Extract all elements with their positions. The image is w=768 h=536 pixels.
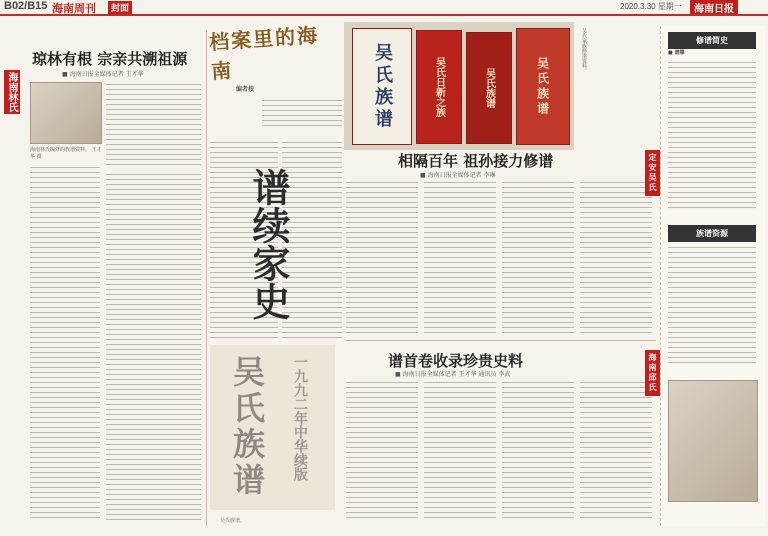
sidebar-box1-heading: ■ 谱牒 <box>668 50 685 56</box>
heritage-byline: ■ 海南日报全媒体记者 王才华 通讯员 李武 <box>395 371 511 378</box>
heritage-text-col2 <box>424 380 496 520</box>
lin-text-col2 <box>30 165 100 520</box>
century-text-col1 <box>346 180 418 335</box>
banner-art-title: 档案里的海南 <box>208 22 320 84</box>
special-tag: 封面 <box>108 1 132 14</box>
side-tag-dingan: 定安吴氏 <box>645 150 660 196</box>
heritage-headline: 谱首卷收录珍贵史料 <box>388 352 524 370</box>
sidebar-box1-title: 修谱简史 <box>668 32 756 49</box>
heritage-text-col4 <box>580 380 652 520</box>
book-cover-4: 吴氏族谱 <box>516 28 570 145</box>
page-number: B02/B15 <box>4 0 48 12</box>
heritage-text-col1 <box>346 380 418 520</box>
editor-note-text <box>262 98 342 130</box>
column-divider <box>206 30 207 526</box>
banner-art <box>208 22 340 84</box>
wu-book-photo <box>210 345 335 510</box>
masthead-logo: 海南日报 <box>690 0 738 14</box>
books-caption: 吴氏家族修谱资料。 <box>581 28 587 73</box>
sidebar-box1-text <box>668 60 756 210</box>
heritage-text-col3 <box>502 380 574 520</box>
section-name: 海南周刊 <box>52 3 96 15</box>
main-vertical-title: 谱续家史 <box>246 168 290 320</box>
book-cover-3: 吴氏族谱 <box>466 32 512 144</box>
century-text-col2 <box>424 180 496 335</box>
section-divider <box>346 340 656 341</box>
century-byline: ■ 海南日报全媒体记者 李琳 <box>420 172 496 179</box>
lin-photo-caption: 海南林氏编修的族谱资料。 王才华 摄 <box>30 147 102 160</box>
lin-text-col1 <box>106 82 201 167</box>
century-headline: 相隔百年 祖孙接力修谱 <box>398 152 554 170</box>
century-text-col4 <box>580 180 652 335</box>
wu-book-subtitle: 一九九二年中华续版 <box>292 355 308 481</box>
century-text-col3 <box>502 180 574 335</box>
wu-book-title: 吴氏族谱 <box>228 355 266 499</box>
book-cover-1: 吴氏族谱 <box>352 28 412 145</box>
sidebar-box2-text <box>668 245 756 365</box>
editor-note-label: 编者按 <box>236 86 255 93</box>
pillar-label: 海南林氏 <box>4 70 20 114</box>
mid-text-col2 <box>282 140 342 340</box>
issue-date: 2020.3.30 星期一 <box>620 2 682 11</box>
lin-headline: 琼林有根 宗亲共溯祖源 <box>32 50 188 68</box>
lin-text-col3 <box>106 172 201 520</box>
lin-byline: ■ 海南日报全媒体记者 王才华 <box>62 71 144 78</box>
wu-photo-credit: 吴氏族谱。 <box>220 518 246 524</box>
books-photo <box>344 22 574 150</box>
book-cover-2: 吴氏日新之族 <box>416 30 462 144</box>
sidebar-box2-title: 族谱资源 <box>668 225 756 242</box>
sidebar-photo <box>668 380 758 502</box>
lin-photo <box>30 82 102 144</box>
side-tag-qiu: 海南邱氏 <box>645 350 660 396</box>
